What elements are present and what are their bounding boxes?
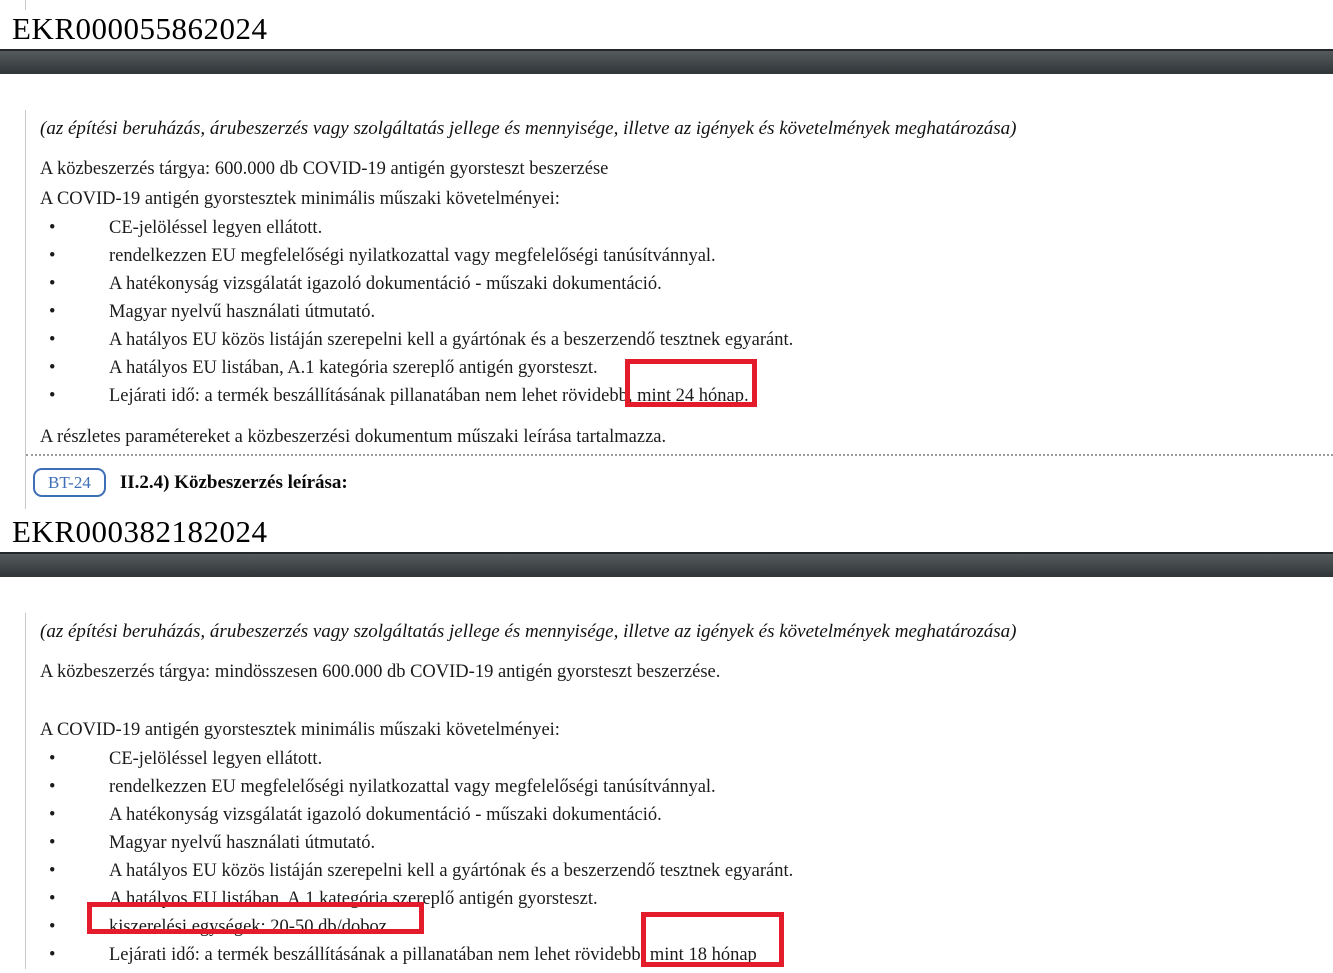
requirement-text: • A hatékonyság vizsgálatát igazoló dokumentáció - műszaki dokumentáció. xyxy=(109,274,662,294)
requirement-text: • A hatékonyság vizsgálatát igazoló dokumentáció - műszaki dokumentáció. xyxy=(109,805,662,825)
field-label-row xyxy=(26,456,1333,509)
packaging-requirement xyxy=(109,913,1323,941)
notice-id-1: EKR000055862024 xyxy=(12,11,268,46)
requirement-text: • rendelkezzen EU megfelelőségi nyilatkozattal vagy megfelelőségi tanúsítvánnyal. xyxy=(109,246,716,266)
section-left-border-stub xyxy=(25,0,26,10)
list-item xyxy=(40,326,1323,354)
highlight-box-18-months: mint 18 hónap xyxy=(649,945,757,965)
list-item xyxy=(40,242,1323,270)
highlight-box-packaging-units: kiszerelési egységek: 20-50 db/doboz xyxy=(109,917,387,937)
requirement-text: • Magyar nyelvű használati útmutató. xyxy=(109,833,376,853)
description-intro-italic: (az építési beruházás, árubeszerzés vagy szolgáltatás jellege és mennyisége, illetve az igények és követelmények meghatározása) xyxy=(40,118,1017,139)
notice-2-title-bar xyxy=(0,552,1333,577)
expiry-requirement xyxy=(109,941,1323,969)
requirement-text: • rendelkezzen EU megfelelőségi nyilatkozattal vagy megfelelőségi tanúsítvánnyal. xyxy=(109,777,716,797)
list-item xyxy=(40,913,1323,941)
expiry-text: Lejárati idő: a termék beszállításának pillanatában nem lehet rövidebb, xyxy=(109,386,633,406)
list-item xyxy=(40,382,1323,410)
requirement-text: • A hatályos EU listában, A.1 kategória szereplő antigén gyorsteszt. xyxy=(109,889,598,909)
list-item xyxy=(40,941,1323,969)
requirements-list xyxy=(40,214,1323,410)
notice-1-section xyxy=(25,110,1333,509)
expiry-text: Lejárati idő: a termék beszállításának a pillanatában nem lehet rövidebb, xyxy=(109,945,646,965)
list-item xyxy=(40,298,1323,326)
list-item xyxy=(40,801,1323,829)
field-label-text: II.2.4) Közbeszerzés leírása: xyxy=(119,471,348,493)
notice-1-title-bar xyxy=(0,49,1333,74)
list-item xyxy=(40,745,1323,773)
requirement-text: • CE-jelöléssel legyen ellátott. xyxy=(109,749,323,769)
requirement-text: • A hatályos EU közös listáján szerepelni kell a gyártónak és a beszerzendő tesztnek egyaránt. xyxy=(109,861,794,881)
list-item xyxy=(40,270,1323,298)
requirement-text: • CE-jelöléssel legyen ellátott. xyxy=(109,218,323,238)
list-item xyxy=(40,214,1323,242)
bt24-badge: BT-24 xyxy=(33,468,106,497)
list-item xyxy=(40,885,1323,913)
list-item xyxy=(40,354,1323,382)
expiry-requirement xyxy=(109,382,1323,410)
requirements-heading: A COVID-19 antigén gyorstesztek minimális műszaki követelményei: xyxy=(40,720,560,740)
list-item xyxy=(40,857,1323,885)
notice-2-section xyxy=(25,613,1333,969)
notice-id-2: EKR000382182024 xyxy=(12,514,268,549)
requirements-list xyxy=(40,745,1323,969)
details-note: A részletes paramétereket a közbeszerzési dokumentum műszaki leírása tartalmazza. xyxy=(40,427,667,447)
list-item xyxy=(40,773,1323,801)
description-intro-italic: (az építési beruházás, árubeszerzés vagy szolgáltatás jellege és mennyisége, illetve az igények és követelmények meghatározása) xyxy=(40,621,1017,642)
subject-line: A közbeszerzés tárgya: mindösszesen 600.000 db COVID-19 antigén gyorsteszt beszerzése. xyxy=(40,662,721,682)
notice-2-description xyxy=(26,613,1333,969)
requirement-text: • A hatályos EU listában, A.1 kategória szereplő antigén gyorsteszt. xyxy=(109,358,598,378)
list-item xyxy=(40,829,1323,857)
requirement-text: • Magyar nyelvű használati útmutató. xyxy=(109,302,376,322)
requirement-text: • A hatályos EU közös listáján szerepelni kell a gyártónak és a beszerzendő tesztnek egyaránt. xyxy=(109,330,794,350)
subject-line: A közbeszerzés tárgya: 600.000 db COVID-19 antigén gyorsteszt beszerzése xyxy=(40,159,609,179)
notice-1-description xyxy=(26,110,1333,456)
requirements-heading: A COVID-19 antigén gyorstesztek minimális műszaki követelményei: xyxy=(40,189,560,209)
highlight-box-24-months: mint 24 hónap. xyxy=(637,386,749,406)
